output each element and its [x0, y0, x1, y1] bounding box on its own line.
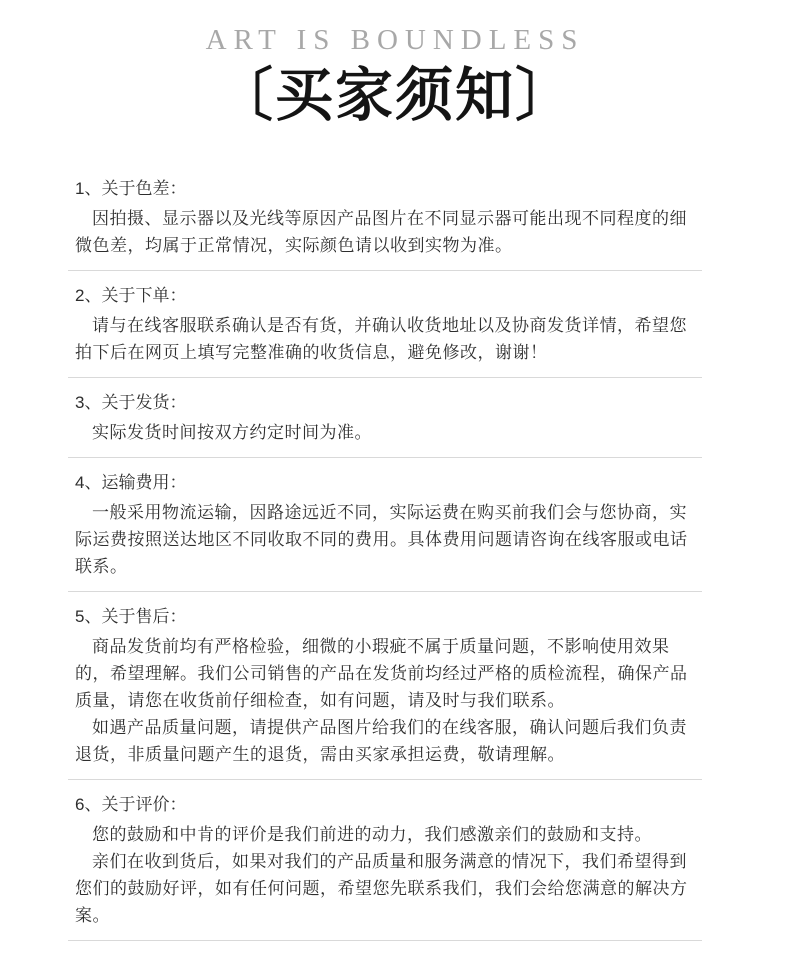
- section-paragraph: 亲们在收到货后，如果对我们的产品质量和服务满意的情况下，我们希望得到您们的鼓励好评，如有任何问题，希望您先联系我们，我们会给您满意的解决方案。: [75, 851, 688, 925]
- section-heading: 2、关于下单：: [75, 285, 187, 305]
- notice-sections: [68, 176, 702, 941]
- section-shipping-fee: [68, 470, 702, 592]
- section-divider: [68, 591, 702, 592]
- section-reviews: [68, 792, 702, 941]
- section-paragraph: 实际发货时间按双方约定时间为准。: [92, 422, 372, 442]
- section-divider: [68, 270, 702, 271]
- section-heading: 5、关于售后：: [75, 606, 187, 626]
- brand-subtitle: ART IS BOUNDLESS: [205, 24, 585, 56]
- section-paragraph: 您的鼓励和中肯的评价是我们前进的动力，我们感激亲们的鼓励和支持。: [92, 824, 652, 844]
- section-divider: [68, 377, 702, 378]
- page-title: 〔买家须知〕: [214, 63, 575, 128]
- section-paragraph: 请与在线客服联系确认是否有货，并确认收货地址以及协商发货详情，希望您拍下后在网页上填写完整准确的收货信息，避免修改，谢谢！: [75, 315, 687, 362]
- section-heading: 3、关于发货：: [75, 392, 187, 412]
- section-paragraph: 因拍摄、显示器以及光线等原因产品图片在不同显示器可能出现不同程度的细微色差，均属于正常情况，实际颜色请以收到实物为准。: [75, 208, 687, 255]
- section-heading: 4、运输费用：: [75, 472, 187, 492]
- section-paragraph: 一般采用物流运输，因路途远近不同，实际运费在购买前我们会与您协商，实际运费按照送达地区不同收取不同的费用。具体费用问题请咨询在线客服或电话联系。: [75, 502, 688, 576]
- section-divider: [68, 940, 702, 941]
- section-paragraph: 商品发货前均有严格检验，细微的小瑕疵不属于质量问题，不影响使用效果的，希望理解。我们公司销售的产品在发货前均经过严格的质检流程，确保产品质量，请您在收货前仔细检查，如有问题，请及时与我们联系。: [75, 636, 688, 710]
- section-after-sales: [68, 604, 702, 780]
- section-color-difference: [68, 176, 702, 271]
- section-heading: 1、关于色差：: [75, 178, 187, 198]
- section-heading: 6、关于评价：: [75, 794, 187, 814]
- section-ordering: [68, 283, 702, 378]
- section-paragraph: 如遇产品质量问题，请提供产品图片给我们的在线客服，确认问题后我们负责退货，非质量问题产生的退货，需由买家承担运费，敬请理解。: [75, 717, 687, 764]
- section-divider: [68, 779, 702, 780]
- section-shipping: [68, 390, 702, 458]
- section-divider: [68, 457, 702, 458]
